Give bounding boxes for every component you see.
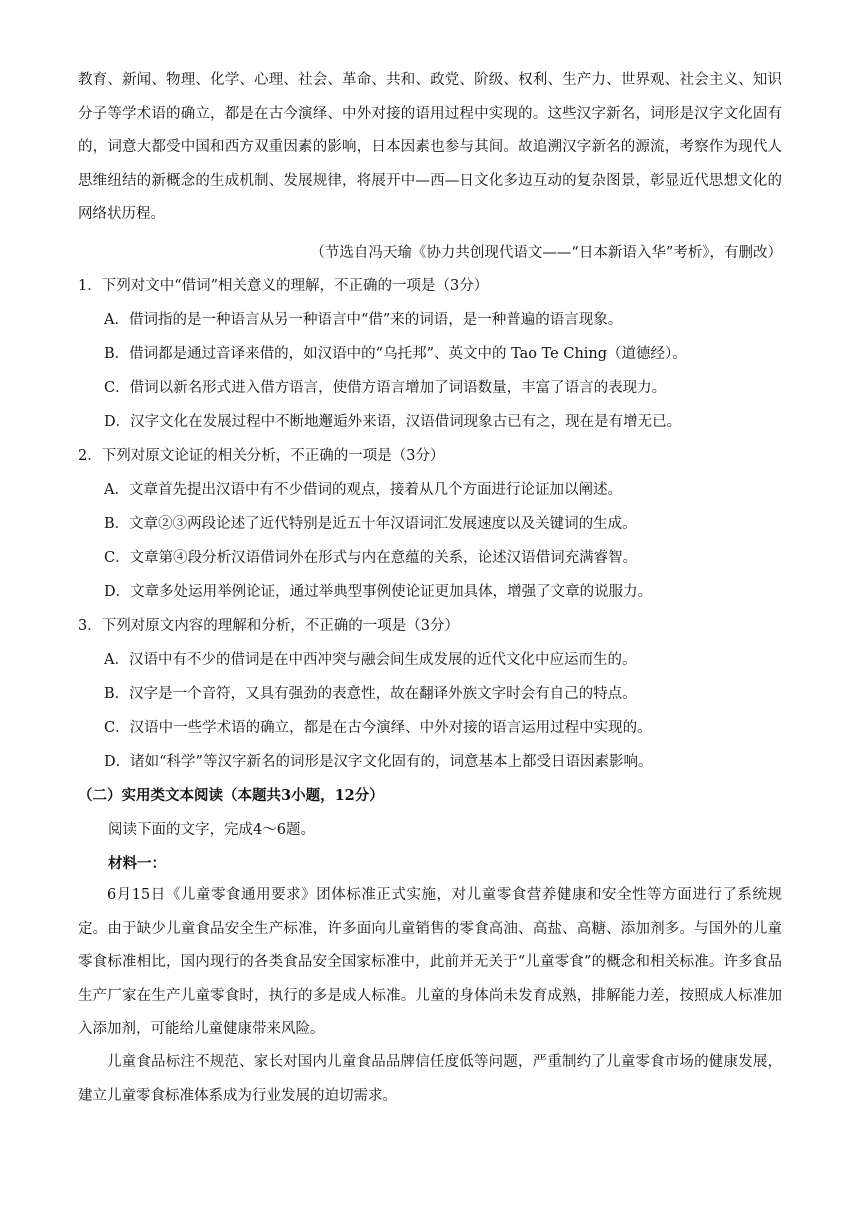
question-3-option-d: D．诸如“科学”等汉字新名的词形是汉字文化固有的，词意基本上都受日语因素影响。 [104, 754, 653, 770]
question-2-option-a: A．文章首先提出汉语中有不少借词的观点，接着从几个方面进行论证加以阐述。 [104, 482, 622, 498]
question-1-option-d: D．汉字文化在发展过程中不断地邂逅外来语，汉语借词现象古已有之，现在是有增无已。 [104, 414, 682, 430]
material-paragraph: 儿童食品标注不规范、家长对国内儿童食品品牌信任度低等问题，严重制约了儿童零食市场的健康发展，建立儿童零食标准体系成为行业发展的迫切需求。 [78, 1054, 782, 1104]
material-label: 材料一： [108, 855, 166, 872]
question-2-option-c: C．文章第④段分析汉语借词外在形式与内在意蕴的关系，论述汉语借词充满睿智。 [104, 550, 638, 566]
section-heading: （二）实用类文本阅读（本题共3小题，12分） [78, 787, 384, 804]
question-3-option-b: B．汉字是一个音符，又具有强劲的表意性，故在翻译外族文字时会有自己的特点。 [104, 686, 637, 702]
passage-source: （节选自冯天瑜《协力共创现代语文——“日本新语入华”考析》，有删改） [310, 245, 782, 261]
reading-instruction: 阅读下面的文字，完成4～6题。 [108, 822, 315, 838]
question-1-option-a: A．借词指的是一种语言从另一种语言中“借”来的词语，是一种普遍的语言现象。 [104, 312, 623, 328]
question-1-stem: 1．下列对文中“借词”相关意义的理解，不正确的一项是（3分） [78, 278, 489, 294]
question-1-option-c: C．借词以新名形式进入借方语言，使借方语言增加了词语数量，丰富了语言的表现力。 [104, 380, 667, 396]
material-paragraph: 6月15日《儿童零食通用要求》团体标准正式实施，对儿童零食营养健康和安全性等方面进行了系统规定。由于缺少儿童食品安全生产标准，许多面向儿童销售的零食高油、高盐、高糖、添加剂多。与国外的儿童零食标准相比，国内现行的各类食品安全国家标准中，此前并无关于“儿童零食”的概念和相关标准。许多食品生产厂家在生产儿童零食时，执行的多是成人标准。儿童的身体尚未发育成熟，排解能力差，按照成人标准加入添加剂，可能给儿童健康带来风险。 [78, 887, 782, 1037]
question-2-stem: 2．下列对原文论证的相关分析，不正确的一项是（3分） [78, 448, 445, 464]
question-2-option-b: B．文章②③两段论述了近代特别是近五十年汉语词汇发展速度以及关键词的生成。 [104, 516, 637, 532]
passage-paragraph: 教育、新闻、物理、化学、心理、社会、革命、共和、政党、阶级、权利、生产力、世界观、社会主义、知识分子等学术语的确立，都是在古今演绎、中外对接的语用过程中实现的。这些汉字新名，词形是汉字文化固有的，词意大都受中国和西方双重因素的影响，日本因素也参与其间。故追溯汉字新名的源流，考察作为现代人思维纽结的新概念的生成机制、发展规律，将展开中—西—日文化多边互动的复杂图景，彰显近代思想文化的网络状历程。 [78, 72, 782, 222]
question-3-stem: 3．下列对原文内容的理解和分析，不正确的一项是（3分） [78, 618, 459, 634]
question-1-option-b: B．借词都是通过音译来借的，如汉语中的“乌托邦”、英文中的 Tao Te Ching（道德经）。 [104, 346, 687, 362]
question-3-option-a: A．汉语中有不少的借词是在中西冲突与融会间生成发展的近代文化中应运而生的。 [104, 652, 637, 668]
question-2-option-d: D．文章多处运用举例论证，通过举典型事例使论证更加具体，增强了文章的说服力。 [104, 584, 653, 600]
question-3-option-c: C．汉语中一些学术语的确立，都是在古今演绎、中外对接的语言运用过程中实现的。 [104, 720, 652, 736]
